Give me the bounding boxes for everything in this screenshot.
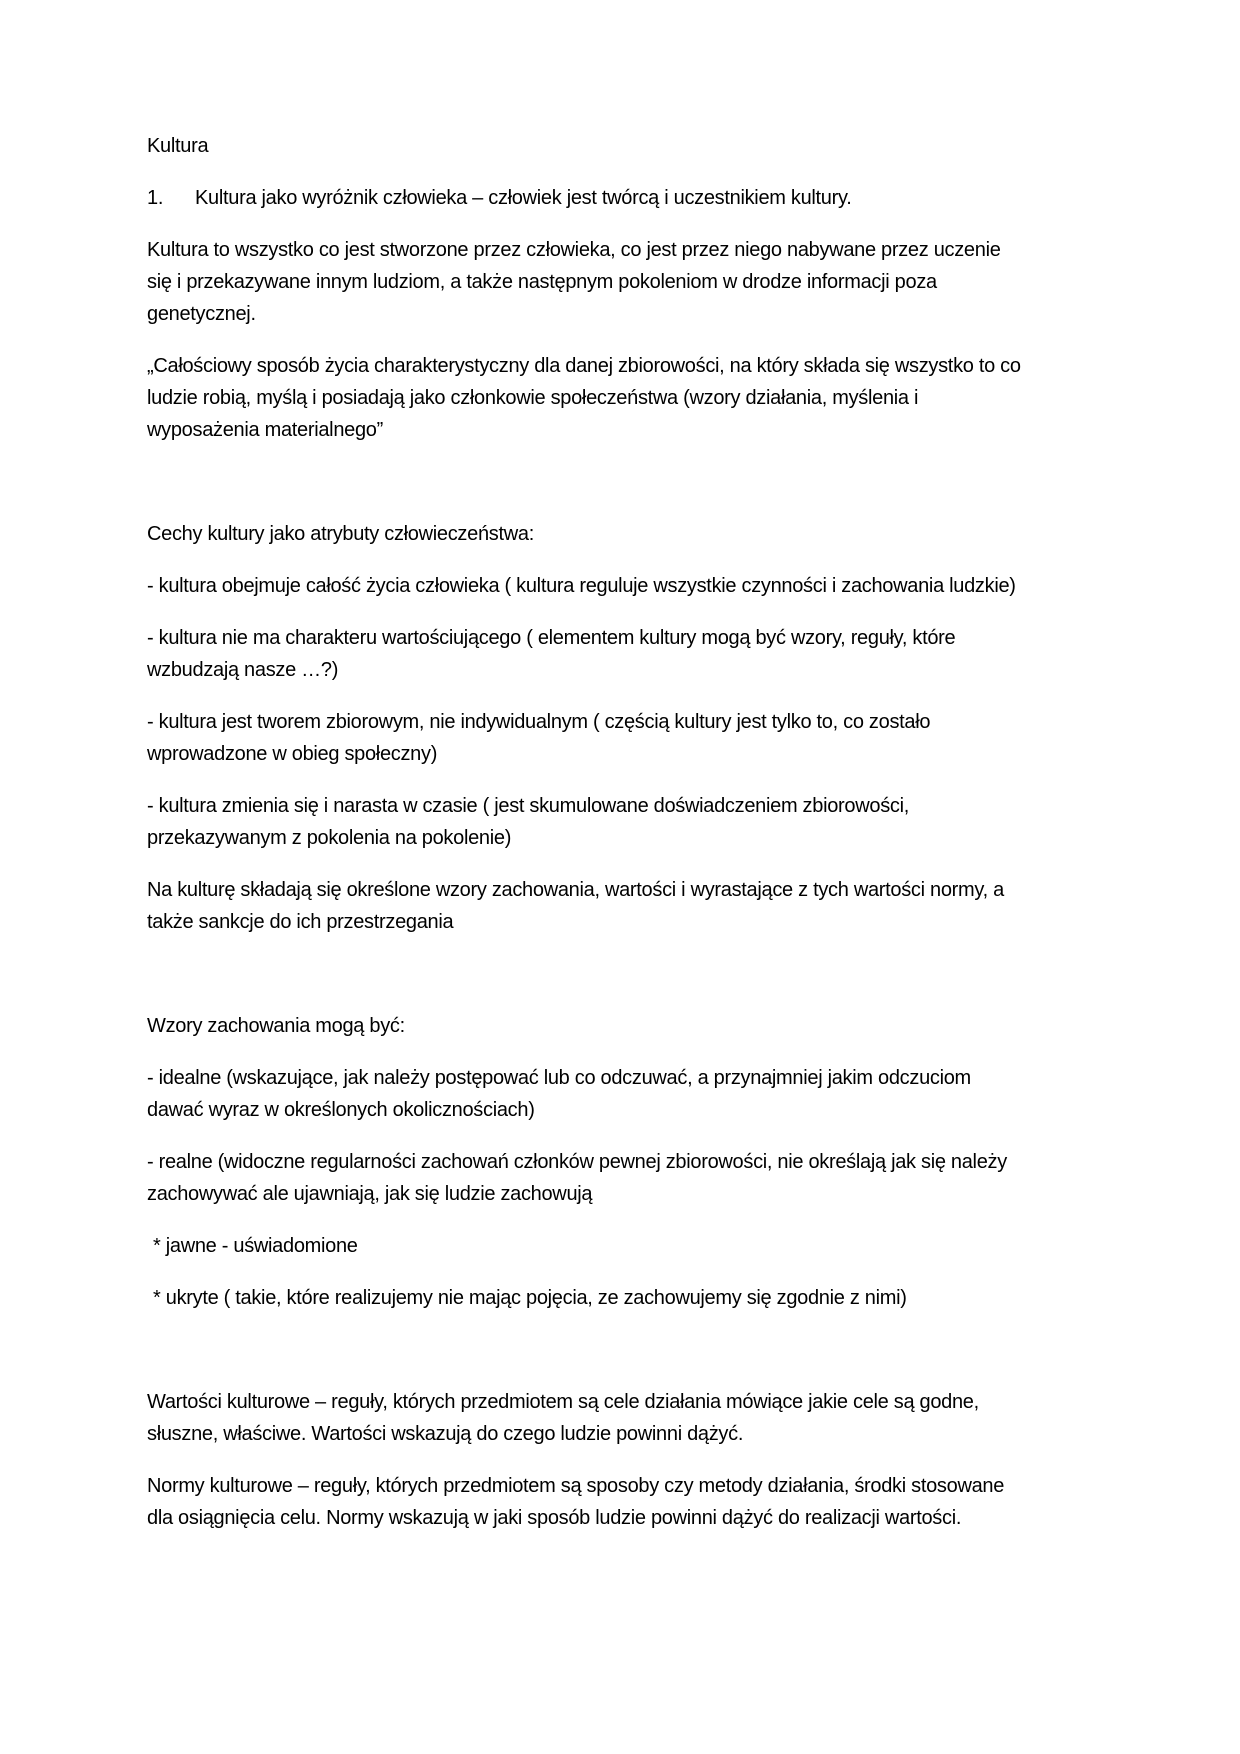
document-title: Kultura	[147, 135, 209, 157]
text-line: - kultura jest tworem zbiorowym, nie indywidualnym ( częścią kultury jest tylko to, co zostało	[147, 711, 931, 733]
text-line: - kultura zmienia się i narasta w czasie ( jest skumulowane doświadczeniem zbiorowości,	[147, 795, 909, 817]
patterns-heading: Wzory zachowania mogą być:	[147, 1015, 405, 1037]
pattern-item	[147, 1146, 1107, 1210]
text-line: Normy kulturowe – reguły, których przedmiotem są sposoby czy metody działania, środki stosowane	[147, 1475, 1005, 1497]
values-paragraph	[147, 1386, 1107, 1450]
section-1-heading	[147, 182, 1107, 214]
text-line: Kultura to wszystko co jest stworzone przez człowieka, co jest przez niego nabywane przez uczenie	[147, 239, 1001, 261]
quote-paragraph	[147, 350, 1107, 446]
text-line: ludzie robią, myślą i posiadają jako członkowie społeczeństwa (wzory działania, myślenia i	[147, 387, 919, 409]
definition-paragraph	[147, 234, 1107, 330]
composition-paragraph	[147, 874, 1107, 938]
section-number: 1.	[147, 187, 164, 209]
feature-item	[147, 622, 1107, 686]
text-line: się i przekazywane innym ludziom, a także następnym pokoleniom w drodze informacji poza	[147, 271, 937, 293]
text-line: „Całościowy sposób życia charakterystyczny dla danej zbiorowości, na który składa się wszystko to co	[147, 355, 1021, 377]
text-line: - idealne (wskazujące, jak należy postępować lub co odczuwać, a przynajmniej jakim odczuciom	[147, 1067, 971, 1089]
pattern-item	[147, 1062, 1107, 1126]
text-line: słuszne, właściwe. Wartości wskazują do czego ludzie powinni dążyć.	[147, 1423, 744, 1445]
norms-paragraph	[147, 1470, 1107, 1534]
feature-item	[147, 570, 1107, 602]
document-page	[147, 130, 1107, 1554]
text-line: także sankcje do ich przestrzegania	[147, 911, 454, 933]
subpattern-item: * ukryte ( takie, które realizujemy nie mając pojęcia, ze zachowujemy się zgodnie z nimi)	[153, 1287, 907, 1309]
text-line: - kultura obejmuje całość życia człowieka ( kultura reguluje wszystkie czynności i zachowania ludzkie)	[147, 575, 1016, 597]
text-line: dawać wyraz w określonych okolicznościach)	[147, 1099, 535, 1121]
text-line: wprowadzone w obieg społeczny)	[147, 743, 438, 765]
text-line: wyposażenia materialnego”	[147, 419, 383, 441]
text-line: wzbudzają nasze …?)	[147, 659, 339, 681]
text-line: genetycznej.	[147, 303, 256, 325]
text-line: Na kulturę składają się określone wzory zachowania, wartości i wyrastające z tych wartości normy, a	[147, 879, 1004, 901]
subpattern-item: * jawne - uświadomione	[153, 1235, 358, 1257]
text-line: przekazywanym z pokolenia na pokolenie)	[147, 827, 512, 849]
text-line: Wartości kulturowe – reguły, których przedmiotem są cele działania mówiące jakie cele są godne,	[147, 1391, 979, 1413]
text-line: zachowywać ale ujawniają, jak się ludzie zachowują	[147, 1183, 593, 1205]
text-line: dla osiągnięcia celu. Normy wskazują w jaki sposób ludzie powinni dążyć do realizacji wartości.	[147, 1507, 962, 1529]
feature-item	[147, 790, 1107, 854]
features-heading: Cechy kultury jako atrybuty człowieczeństwa:	[147, 523, 534, 545]
text-line: - kultura nie ma charakteru wartościującego ( elementem kultury mogą być wzory, reguły, które	[147, 627, 956, 649]
section-text: Kultura jako wyróżnik człowieka – człowiek jest twórcą i uczestnikiem kultury.	[195, 187, 852, 209]
text-line: - realne (widoczne regularności zachowań członków pewnej zbiorowości, nie określają jak się należy	[147, 1151, 1007, 1173]
feature-item	[147, 706, 1107, 770]
